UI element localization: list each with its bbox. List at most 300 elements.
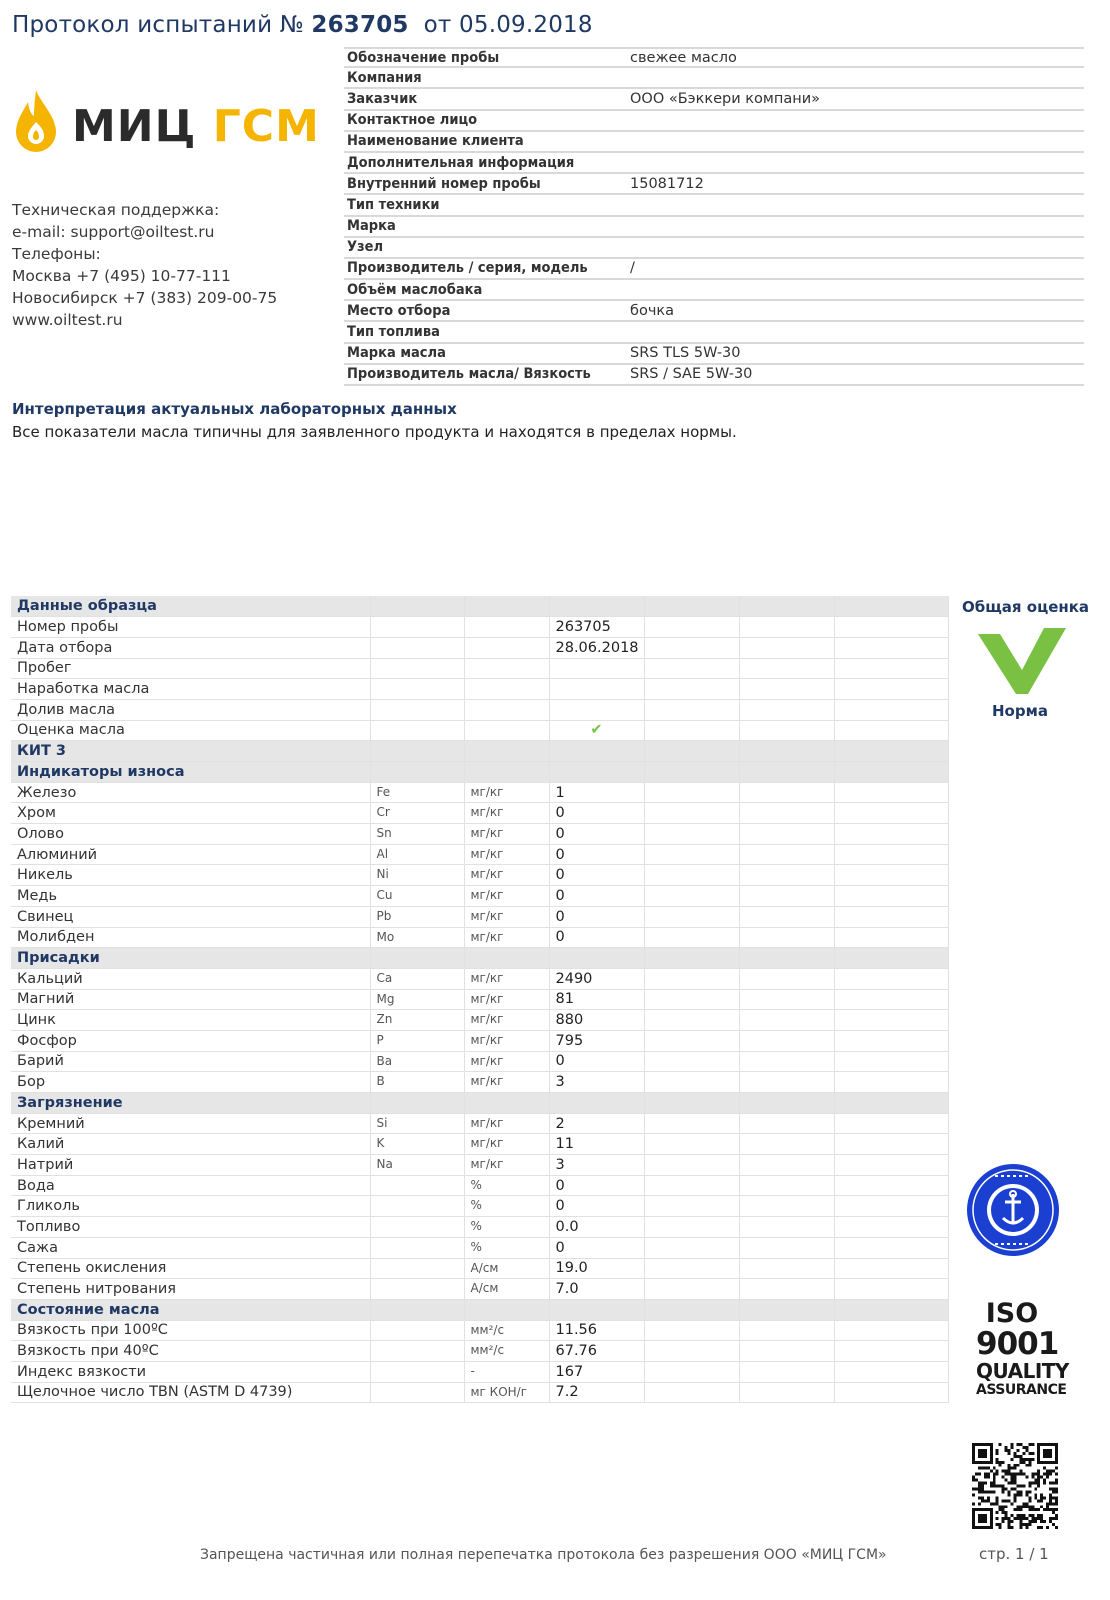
logo-text-dark: МИЦ xyxy=(72,101,197,152)
meta-value: / xyxy=(630,260,635,277)
table-cell xyxy=(739,803,834,824)
parameter-name: Степень нитрования xyxy=(11,1279,370,1300)
parameter-name: Медь xyxy=(11,886,370,907)
parameter-value: 0 xyxy=(549,844,644,865)
parameter-name: Натрий xyxy=(11,1155,370,1176)
parameter-value: 19.0 xyxy=(549,1258,644,1279)
table-cell xyxy=(644,1010,739,1031)
table-row xyxy=(11,1051,948,1072)
meta-row xyxy=(344,174,1084,195)
table-cell xyxy=(834,844,948,865)
table-cell xyxy=(549,1299,644,1320)
table-cell xyxy=(834,989,948,1010)
table-cell xyxy=(739,637,834,658)
table-cell xyxy=(644,865,739,886)
row-label: Оценка масла xyxy=(11,720,370,741)
parameter-value: 0.0 xyxy=(549,1217,644,1238)
logo-text-accent: ГСМ xyxy=(212,101,320,152)
parameter-value: 0 xyxy=(549,906,644,927)
parameter-value: 0 xyxy=(549,1196,644,1217)
table-cell xyxy=(644,886,739,907)
table-cell xyxy=(739,906,834,927)
parameter-symbol: Cr xyxy=(370,803,464,824)
table-cell xyxy=(834,1382,948,1403)
overall-status: Норма xyxy=(992,702,1048,720)
table-cell xyxy=(739,762,834,783)
parameter-name: Степень окисления xyxy=(11,1258,370,1279)
table-cell xyxy=(644,617,739,638)
parameter-value: 2490 xyxy=(549,968,644,989)
table-cell xyxy=(739,1175,834,1196)
parameter-name: Гликоль xyxy=(11,1196,370,1217)
table-cell xyxy=(644,1051,739,1072)
table-row xyxy=(11,927,948,948)
parameter-unit: мг/кг xyxy=(464,927,549,948)
iso-line: QUALITY xyxy=(976,1359,1069,1383)
contacts-block xyxy=(12,199,277,331)
table-cell xyxy=(644,927,739,948)
section-header-row xyxy=(11,1093,948,1114)
table-cell xyxy=(370,596,464,617)
parameter-symbol xyxy=(370,1382,464,1403)
parameter-value: 3 xyxy=(549,1155,644,1176)
table-cell xyxy=(834,1113,948,1134)
parameter-unit: мг/кг xyxy=(464,782,549,803)
table-row xyxy=(11,1217,948,1238)
parameter-unit: A/см xyxy=(464,1258,549,1279)
table-cell xyxy=(739,1196,834,1217)
table-cell xyxy=(644,1382,739,1403)
table-row xyxy=(11,637,948,658)
table-cell xyxy=(834,1010,948,1031)
table-cell xyxy=(549,948,644,969)
meta-row xyxy=(344,259,1084,280)
parameter-symbol: Sn xyxy=(370,824,464,845)
table-cell xyxy=(834,762,948,783)
table-cell xyxy=(834,1051,948,1072)
table-cell xyxy=(644,989,739,1010)
table-cell xyxy=(644,1093,739,1114)
table-cell xyxy=(834,927,948,948)
contact-line: Телефоны: xyxy=(12,245,101,263)
table-row xyxy=(11,679,948,700)
table-cell xyxy=(644,1072,739,1093)
table-cell xyxy=(464,679,549,700)
table-cell xyxy=(644,741,739,762)
table-cell xyxy=(739,1341,834,1362)
table-row xyxy=(11,1010,948,1031)
table-cell xyxy=(739,679,834,700)
table-row xyxy=(11,1320,948,1341)
table-row xyxy=(11,1134,948,1155)
table-row xyxy=(11,1113,948,1134)
meta-label: Марка xyxy=(347,218,396,235)
table-cell xyxy=(644,906,739,927)
table-row xyxy=(11,658,948,679)
table-cell xyxy=(834,741,948,762)
section-title: Присадки xyxy=(11,948,370,969)
section-header-row xyxy=(11,1299,948,1320)
parameter-symbol xyxy=(370,1341,464,1362)
table-row xyxy=(11,1341,948,1362)
table-row xyxy=(11,720,948,741)
table-cell xyxy=(464,1299,549,1320)
parameter-unit: % xyxy=(464,1175,549,1196)
table-cell xyxy=(739,1072,834,1093)
parameter-symbol: P xyxy=(370,1030,464,1051)
table-cell xyxy=(834,1217,948,1238)
meta-label: Заказчик xyxy=(347,90,418,107)
parameter-value: 3 xyxy=(549,1072,644,1093)
parameter-symbol: Mo xyxy=(370,927,464,948)
meta-row xyxy=(344,111,1084,132)
table-cell xyxy=(739,886,834,907)
table-cell xyxy=(834,886,948,907)
table-cell xyxy=(549,1093,644,1114)
parameter-unit: % xyxy=(464,1196,549,1217)
table-cell xyxy=(644,1175,739,1196)
iso-line: ISO xyxy=(985,1298,1039,1329)
table-cell xyxy=(644,1361,739,1382)
table-cell xyxy=(739,1093,834,1114)
parameter-unit: мг/кг xyxy=(464,886,549,907)
table-cell xyxy=(370,1093,464,1114)
table-cell xyxy=(464,948,549,969)
table-cell xyxy=(644,1237,739,1258)
parameter-unit: % xyxy=(464,1237,549,1258)
meta-label: Контактное лицо xyxy=(347,112,478,129)
table-cell xyxy=(739,1279,834,1300)
parameter-value: 0 xyxy=(549,824,644,845)
table-cell xyxy=(644,699,739,720)
meta-label: Наименование клиента xyxy=(347,133,524,150)
table-cell xyxy=(644,782,739,803)
table-cell xyxy=(644,679,739,700)
parameter-unit: мм²/с xyxy=(464,1341,549,1362)
meta-label: Дополнительная информация xyxy=(347,154,575,171)
table-cell xyxy=(464,658,549,679)
protocol-title xyxy=(12,12,593,38)
table-cell xyxy=(464,617,549,638)
table-cell xyxy=(834,1030,948,1051)
parameter-value: 1 xyxy=(549,782,644,803)
table-cell xyxy=(739,1030,834,1051)
meta-row xyxy=(344,365,1084,386)
contact-website[interactable]: www.oiltest.ru xyxy=(12,311,123,329)
parameter-symbol xyxy=(370,1361,464,1382)
table-cell xyxy=(739,1113,834,1134)
table-cell xyxy=(834,803,948,824)
table-cell xyxy=(834,658,948,679)
parameter-symbol: B xyxy=(370,1072,464,1093)
table-cell xyxy=(464,1093,549,1114)
row-value xyxy=(549,658,644,679)
row-value xyxy=(549,699,644,720)
checkmark-icon xyxy=(978,628,1066,694)
table-cell xyxy=(834,637,948,658)
parameter-unit: мг/кг xyxy=(464,803,549,824)
parameter-symbol: Pb xyxy=(370,906,464,927)
meta-label: Тип техники xyxy=(347,196,440,213)
table-cell xyxy=(739,1382,834,1403)
contact-line: Техническая поддержка: xyxy=(12,201,220,219)
table-row xyxy=(11,906,948,927)
parameter-value: 81 xyxy=(549,989,644,1010)
parameter-value: 11 xyxy=(549,1134,644,1155)
table-cell xyxy=(739,1320,834,1341)
table-cell xyxy=(834,906,948,927)
parameter-unit: мг/кг xyxy=(464,968,549,989)
parameter-unit: мг/кг xyxy=(464,1113,549,1134)
meta-value: свежее масло xyxy=(630,49,737,66)
table-cell xyxy=(644,1299,739,1320)
table-cell xyxy=(644,968,739,989)
parameter-unit: мг/кг xyxy=(464,1010,549,1031)
parameter-symbol: K xyxy=(370,1134,464,1155)
table-cell xyxy=(834,1237,948,1258)
section-title: Данные образца xyxy=(11,596,370,617)
table-row xyxy=(11,1279,948,1300)
table-cell xyxy=(834,1072,948,1093)
overall-assessment-title: Общая оценка xyxy=(962,598,1090,616)
table-cell xyxy=(739,824,834,845)
table-row xyxy=(11,968,948,989)
parameter-value: 0 xyxy=(549,927,644,948)
table-row xyxy=(11,1361,948,1382)
interpretation-text: Все показатели масла типичны для заявленного продукта и находятся в пределах нормы. xyxy=(12,423,737,441)
interpretation-heading: Интерпретация актуальных лабораторных данных xyxy=(12,400,457,418)
meta-row xyxy=(344,153,1084,174)
row-value: 263705 xyxy=(549,617,644,638)
table-cell xyxy=(834,865,948,886)
table-cell xyxy=(739,1010,834,1031)
meta-row xyxy=(344,89,1084,110)
meta-row xyxy=(344,344,1084,365)
contact-phone-novosibirsk: Новосибирск +7 (383) 209-00-75 xyxy=(12,289,278,307)
table-cell xyxy=(644,844,739,865)
table-row xyxy=(11,1155,948,1176)
table-cell xyxy=(834,699,948,720)
table-cell xyxy=(739,699,834,720)
parameter-name: Никель xyxy=(11,865,370,886)
table-cell xyxy=(834,1341,948,1362)
row-value: 28.06.2018 xyxy=(549,637,644,658)
meta-row xyxy=(344,301,1084,322)
row-label: Дата отбора xyxy=(11,637,370,658)
table-cell xyxy=(370,762,464,783)
table-cell xyxy=(644,1030,739,1051)
table-cell xyxy=(644,803,739,824)
parameter-unit: мг/кг xyxy=(464,844,549,865)
parameter-value: 0 xyxy=(549,1175,644,1196)
row-label: Номер пробы xyxy=(11,617,370,638)
table-cell xyxy=(739,927,834,948)
parameter-value: 7.0 xyxy=(549,1279,644,1300)
parameter-symbol xyxy=(370,1196,464,1217)
parameter-value: 2 xyxy=(549,1113,644,1134)
protocol-number: 263705 xyxy=(311,12,409,38)
parameter-name: Молибден xyxy=(11,927,370,948)
table-cell xyxy=(644,1320,739,1341)
table-cell xyxy=(644,658,739,679)
parameter-symbol: Cu xyxy=(370,886,464,907)
parameter-name: Фосфор xyxy=(11,1030,370,1051)
table-cell xyxy=(834,1093,948,1114)
table-cell xyxy=(549,741,644,762)
table-cell xyxy=(644,948,739,969)
table-cell xyxy=(739,948,834,969)
table-cell xyxy=(834,720,948,741)
row-label: Долив масла xyxy=(11,699,370,720)
parameter-unit: мг КОН/г xyxy=(464,1382,549,1403)
parameter-unit: мг/кг xyxy=(464,906,549,927)
table-cell xyxy=(464,596,549,617)
drop-flame-icon xyxy=(12,88,60,156)
parameter-name: Свинец xyxy=(11,906,370,927)
parameter-symbol: Fe xyxy=(370,782,464,803)
row-label: Пробег xyxy=(11,658,370,679)
meta-label: Узел xyxy=(347,239,384,256)
table-cell xyxy=(464,699,549,720)
meta-label: Место отбора xyxy=(347,302,451,319)
table-cell xyxy=(739,1217,834,1238)
table-cell xyxy=(739,1258,834,1279)
table-cell xyxy=(549,596,644,617)
table-cell xyxy=(549,762,644,783)
table-cell xyxy=(644,824,739,845)
table-cell xyxy=(834,617,948,638)
iso-line: 9001 xyxy=(976,1326,1059,1362)
parameter-name: Железо xyxy=(11,782,370,803)
meta-label: Производитель / серия, модель xyxy=(347,260,588,277)
meta-label: Обозначение пробы xyxy=(347,49,500,66)
meta-label: Производитель масла/ Вязкость xyxy=(347,366,591,383)
table-cell xyxy=(834,968,948,989)
table-cell xyxy=(370,948,464,969)
table-cell xyxy=(739,1361,834,1382)
table-cell xyxy=(464,741,549,762)
table-cell xyxy=(739,596,834,617)
table-cell xyxy=(370,658,464,679)
table-row xyxy=(11,865,948,886)
parameter-unit: мг/кг xyxy=(464,1030,549,1051)
table-cell xyxy=(644,720,739,741)
contact-email[interactable]: e-mail: support@oiltest.ru xyxy=(12,223,215,241)
parameter-name: Вязкость при 100ºС xyxy=(11,1320,370,1341)
table-cell xyxy=(834,1279,948,1300)
section-title: Индикаторы износа xyxy=(11,762,370,783)
table-row xyxy=(11,824,948,845)
parameter-name: Калий xyxy=(11,1134,370,1155)
table-cell xyxy=(739,968,834,989)
table-cell xyxy=(739,658,834,679)
parameter-name: Барий xyxy=(11,1051,370,1072)
title-prefix: Протокол испытаний № xyxy=(12,12,304,38)
table-cell xyxy=(644,1134,739,1155)
parameter-value: 0 xyxy=(549,886,644,907)
meta-label: Объём маслобака xyxy=(347,281,483,298)
meta-row xyxy=(344,322,1084,343)
parameter-symbol: Ni xyxy=(370,865,464,886)
table-row xyxy=(11,1382,948,1403)
contact-phone-moscow: Москва +7 (495) 10-77-111 xyxy=(12,267,231,285)
parameter-name: Алюминий xyxy=(11,844,370,865)
meta-label: Марка масла xyxy=(347,345,446,362)
parameter-value: 7.2 xyxy=(549,1382,644,1403)
parameter-symbol xyxy=(370,1175,464,1196)
table-cell xyxy=(834,1320,948,1341)
parameter-symbol: Na xyxy=(370,1155,464,1176)
parameter-value: 67.76 xyxy=(549,1341,644,1362)
table-cell xyxy=(370,720,464,741)
parameter-unit: % xyxy=(464,1217,549,1238)
parameter-unit: - xyxy=(464,1361,549,1382)
table-row xyxy=(11,803,948,824)
parameter-unit: мг/кг xyxy=(464,1134,549,1155)
table-cell xyxy=(464,720,549,741)
table-cell xyxy=(739,1155,834,1176)
table-cell xyxy=(834,1299,948,1320)
parameter-name: Магний xyxy=(11,989,370,1010)
iso-9001-badge xyxy=(976,1298,1069,1398)
table-row xyxy=(11,1072,948,1093)
parameter-name: Кремний xyxy=(11,1113,370,1134)
page-number: стр. 1 / 1 xyxy=(979,1545,1049,1563)
meta-row xyxy=(344,238,1084,259)
meta-row xyxy=(344,68,1084,89)
qr-code-icon[interactable] xyxy=(972,1443,1058,1529)
table-cell xyxy=(834,1175,948,1196)
meta-value: SRS / SAE 5W-30 xyxy=(630,366,753,383)
table-row xyxy=(11,844,948,865)
parameter-symbol xyxy=(370,1279,464,1300)
parameter-name: Сажа xyxy=(11,1237,370,1258)
row-value xyxy=(549,679,644,700)
table-cell xyxy=(644,1217,739,1238)
table-row xyxy=(11,886,948,907)
table-cell xyxy=(834,948,948,969)
table-cell xyxy=(370,637,464,658)
table-cell xyxy=(739,1051,834,1072)
iso-line: ASSURANCE xyxy=(976,1382,1067,1398)
meta-label: Компания xyxy=(347,69,422,86)
table-cell xyxy=(370,1299,464,1320)
table-cell xyxy=(739,989,834,1010)
parameter-symbol: Si xyxy=(370,1113,464,1134)
table-cell xyxy=(834,1361,948,1382)
table-cell xyxy=(834,1155,948,1176)
table-cell xyxy=(739,1299,834,1320)
table-cell xyxy=(370,699,464,720)
table-cell xyxy=(834,782,948,803)
parameter-symbol: Mg xyxy=(370,989,464,1010)
parameter-name: Бор xyxy=(11,1072,370,1093)
section-title: Загрязнение xyxy=(11,1093,370,1114)
footer-notice: Запрещена частичная или полная перепечатка протокола без разрешения ООО «МИЦ ГСМ» xyxy=(200,1547,887,1563)
row-value: ✔ xyxy=(549,720,644,741)
sample-meta-table xyxy=(344,47,1084,386)
parameter-value: 880 xyxy=(549,1010,644,1031)
table-cell xyxy=(644,637,739,658)
table-cell xyxy=(644,596,739,617)
parameter-unit: мг/кг xyxy=(464,865,549,886)
parameter-unit: мг/кг xyxy=(464,989,549,1010)
parameter-symbol xyxy=(370,1237,464,1258)
table-row xyxy=(11,617,948,638)
parameter-name: Топливо xyxy=(11,1217,370,1238)
parameter-symbol xyxy=(370,1320,464,1341)
parameter-value: 0 xyxy=(549,1237,644,1258)
